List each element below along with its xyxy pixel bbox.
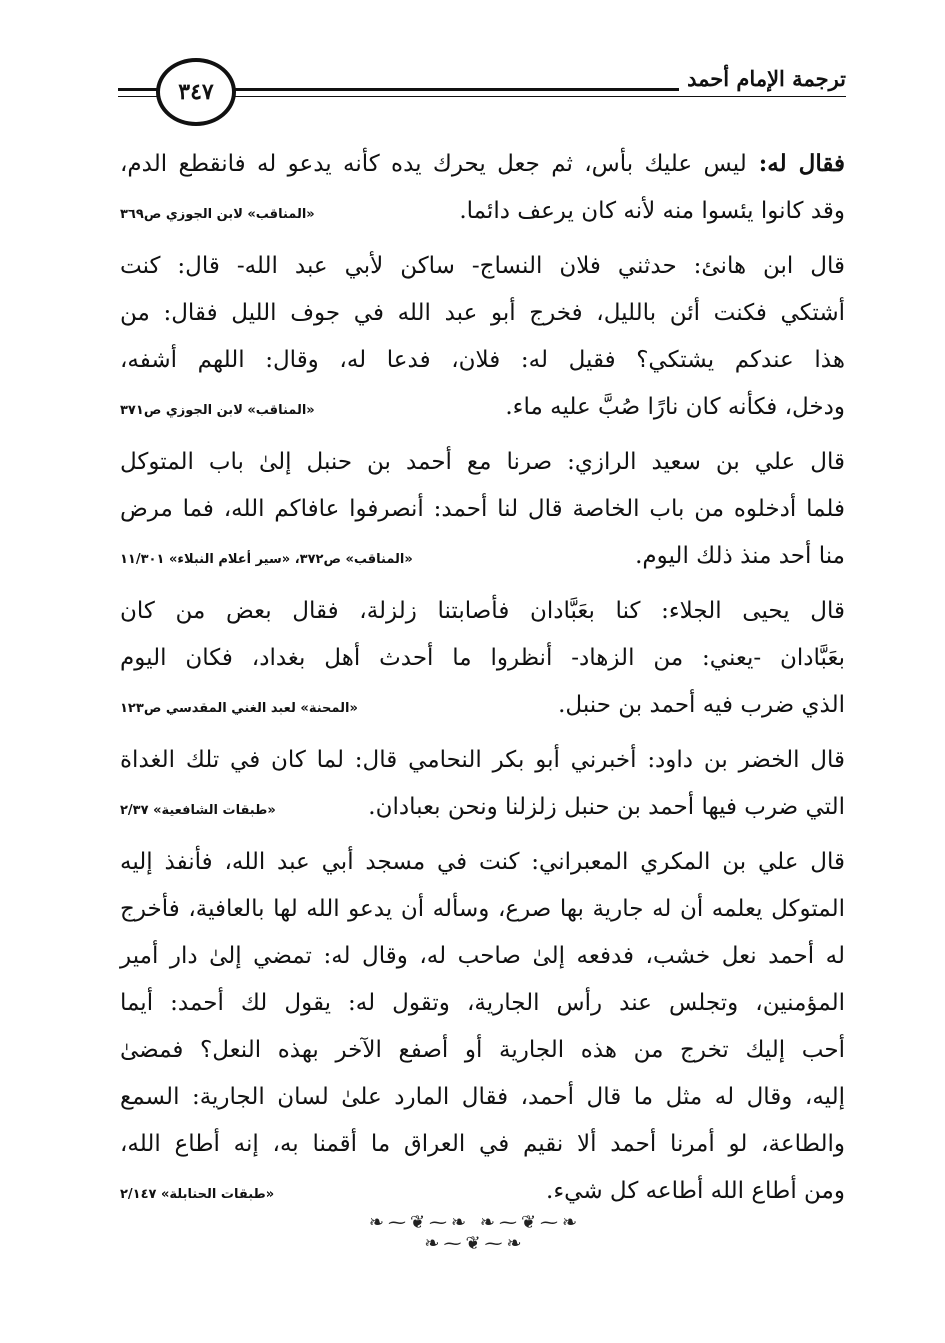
line-text: فقال له: ليس عليك بأس، ثم جعل يحرك يده كأنه يدعو له فانقطع الدم، <box>120 150 846 177</box>
text-line <box>120 337 845 384</box>
text-line <box>120 839 845 886</box>
line-text: المتوكل يعلمه أن له جارية بها صرع، وسأله أن يدعو الله لها بالعافية، فأخرج <box>120 896 845 922</box>
paragraph <box>120 140 845 238</box>
text-line <box>120 1168 845 1218</box>
line-text: المؤمنين، وتجلس عند رأس الجارية، وتقول له: يقول لك أحمد: أيما <box>120 990 845 1016</box>
line-text: قال الخضر بن داود: أخبرني أبو بكر النحامي قال: لما كان في تلك الغداة <box>120 747 845 773</box>
text-line <box>120 635 845 682</box>
text-line <box>120 188 845 238</box>
source-citation: «طبقات الحنابلة» ٢/١٤٧ <box>120 1187 275 1202</box>
source-citation: «المناقب» لابن الجوزي ص٣٦٩ <box>120 207 315 222</box>
line-text: قال علي بن سعيد الرازي: صرنا مع أحمد بن حنبل إلىٰ باب المتوكل <box>120 449 845 475</box>
text-line <box>120 682 845 732</box>
line-text: التي ضرب فيها أحمد بن حنبل زلزلنا ونحن بعبادان. <box>368 794 845 820</box>
page-body <box>120 140 845 1223</box>
text-line <box>120 533 845 583</box>
closing-ornament: ❧⁓❦⁓❧ ❧⁓❦⁓❧ ❧⁓❦⁓❧ <box>368 1212 582 1254</box>
text-line <box>120 933 845 980</box>
text-line <box>120 1027 845 1074</box>
text-line <box>120 486 845 533</box>
text-line <box>120 737 845 784</box>
line-text: قال علي بن المكري المعبراني: كنت في مسجد أبي عبد الله، فأنفذ إليه <box>120 849 845 875</box>
line-text: الذي ضرب فيه أحمد بن حنبل. <box>558 692 845 718</box>
line-text: ومن أطاع الله أطاعه كل شيء. <box>546 1178 845 1204</box>
line-text: قال ابن هانئ: حدثني فلان النساج- ساكن لأبي عبد الله- قال: كنت <box>120 253 845 279</box>
text-line <box>120 243 845 290</box>
text-line <box>120 439 845 486</box>
line-text: فلما أدخلوه من باب الخاصة قال لنا أحمد: أنصرفوا عافاكم الله، فما مرض <box>120 496 845 522</box>
text-line <box>120 784 845 834</box>
line-text: أحب إليك تخرج من هذه الجارية أو أصفع الآخر بهذه النعل؟ فمضىٰ <box>120 1037 845 1063</box>
text-line <box>120 290 845 337</box>
text-line <box>120 886 845 933</box>
paragraph <box>120 839 845 1218</box>
text-line <box>120 1121 845 1168</box>
line-text: ودخل، فكأنه كان نارًا صُبَّ عليه ماء. <box>505 394 845 420</box>
text-line <box>120 980 845 1027</box>
paragraph <box>120 588 845 732</box>
source-citation: «المناقب» ص٣٧٢، «سير أعلام النبلاء» ١١/٣٠١ <box>120 552 413 567</box>
text-line <box>120 1074 845 1121</box>
line-text: منا أحد منذ ذلك اليوم. <box>635 543 845 569</box>
line-text: بعَبَّادان -يعني: من الزهاد- أنظروا ما أحدث أهل بغداد، فكان اليوم <box>120 645 845 671</box>
source-citation: «طبقات الشافعية» ٢/٣٧ <box>120 803 276 818</box>
paragraph <box>120 243 845 434</box>
running-header <box>118 58 846 128</box>
line-text: أشتكي فكنت أئن بالليل، فخرج أبو عبد الله في جوف الليل فقال: من <box>120 300 845 326</box>
page-number-badge <box>156 58 236 126</box>
page-number: ٣٤٧ <box>178 79 214 105</box>
text-line <box>120 588 845 635</box>
lead-phrase: فقال له: <box>746 150 846 177</box>
line-text: والطاعة، لو أمرنا أحمد ألا نقيم في العراق ما أقمنا به، إنه أطاع الله، <box>120 1131 845 1157</box>
line-text: إليه، وقال له مثل ما قال أحمد، فقال المارد علىٰ لسان الجارية: السمع <box>120 1084 845 1110</box>
header-title: ترجمة الإمام أحمد <box>679 66 846 91</box>
source-citation: «المحنة» لعبد الغني المقدسي ص١٢٣ <box>120 701 358 716</box>
paragraph <box>120 737 845 834</box>
line-text: هذا عندكم يشتكي؟ فقيل له: فلان، فدعا له، وقال: اللهم أشفه، <box>120 347 845 373</box>
line-text: وقد كانوا يئسوا منه لأنه كان يرعف دائما. <box>459 198 845 224</box>
text-line <box>120 384 845 434</box>
text-line <box>120 140 845 188</box>
source-citation: «المناقب» لابن الجوزي ص٣٧١ <box>120 403 315 418</box>
line-text: قال يحيى الجلاء: كنا بعَبَّادان فأصابتنا زلزلة، فقال بعض من كان <box>120 598 845 624</box>
line-text: له أحمد نعل خشب، فدفعه إلىٰ صاحب له، وقال له: تمضي إلىٰ دار أمير <box>120 943 845 969</box>
paragraph <box>120 439 845 583</box>
